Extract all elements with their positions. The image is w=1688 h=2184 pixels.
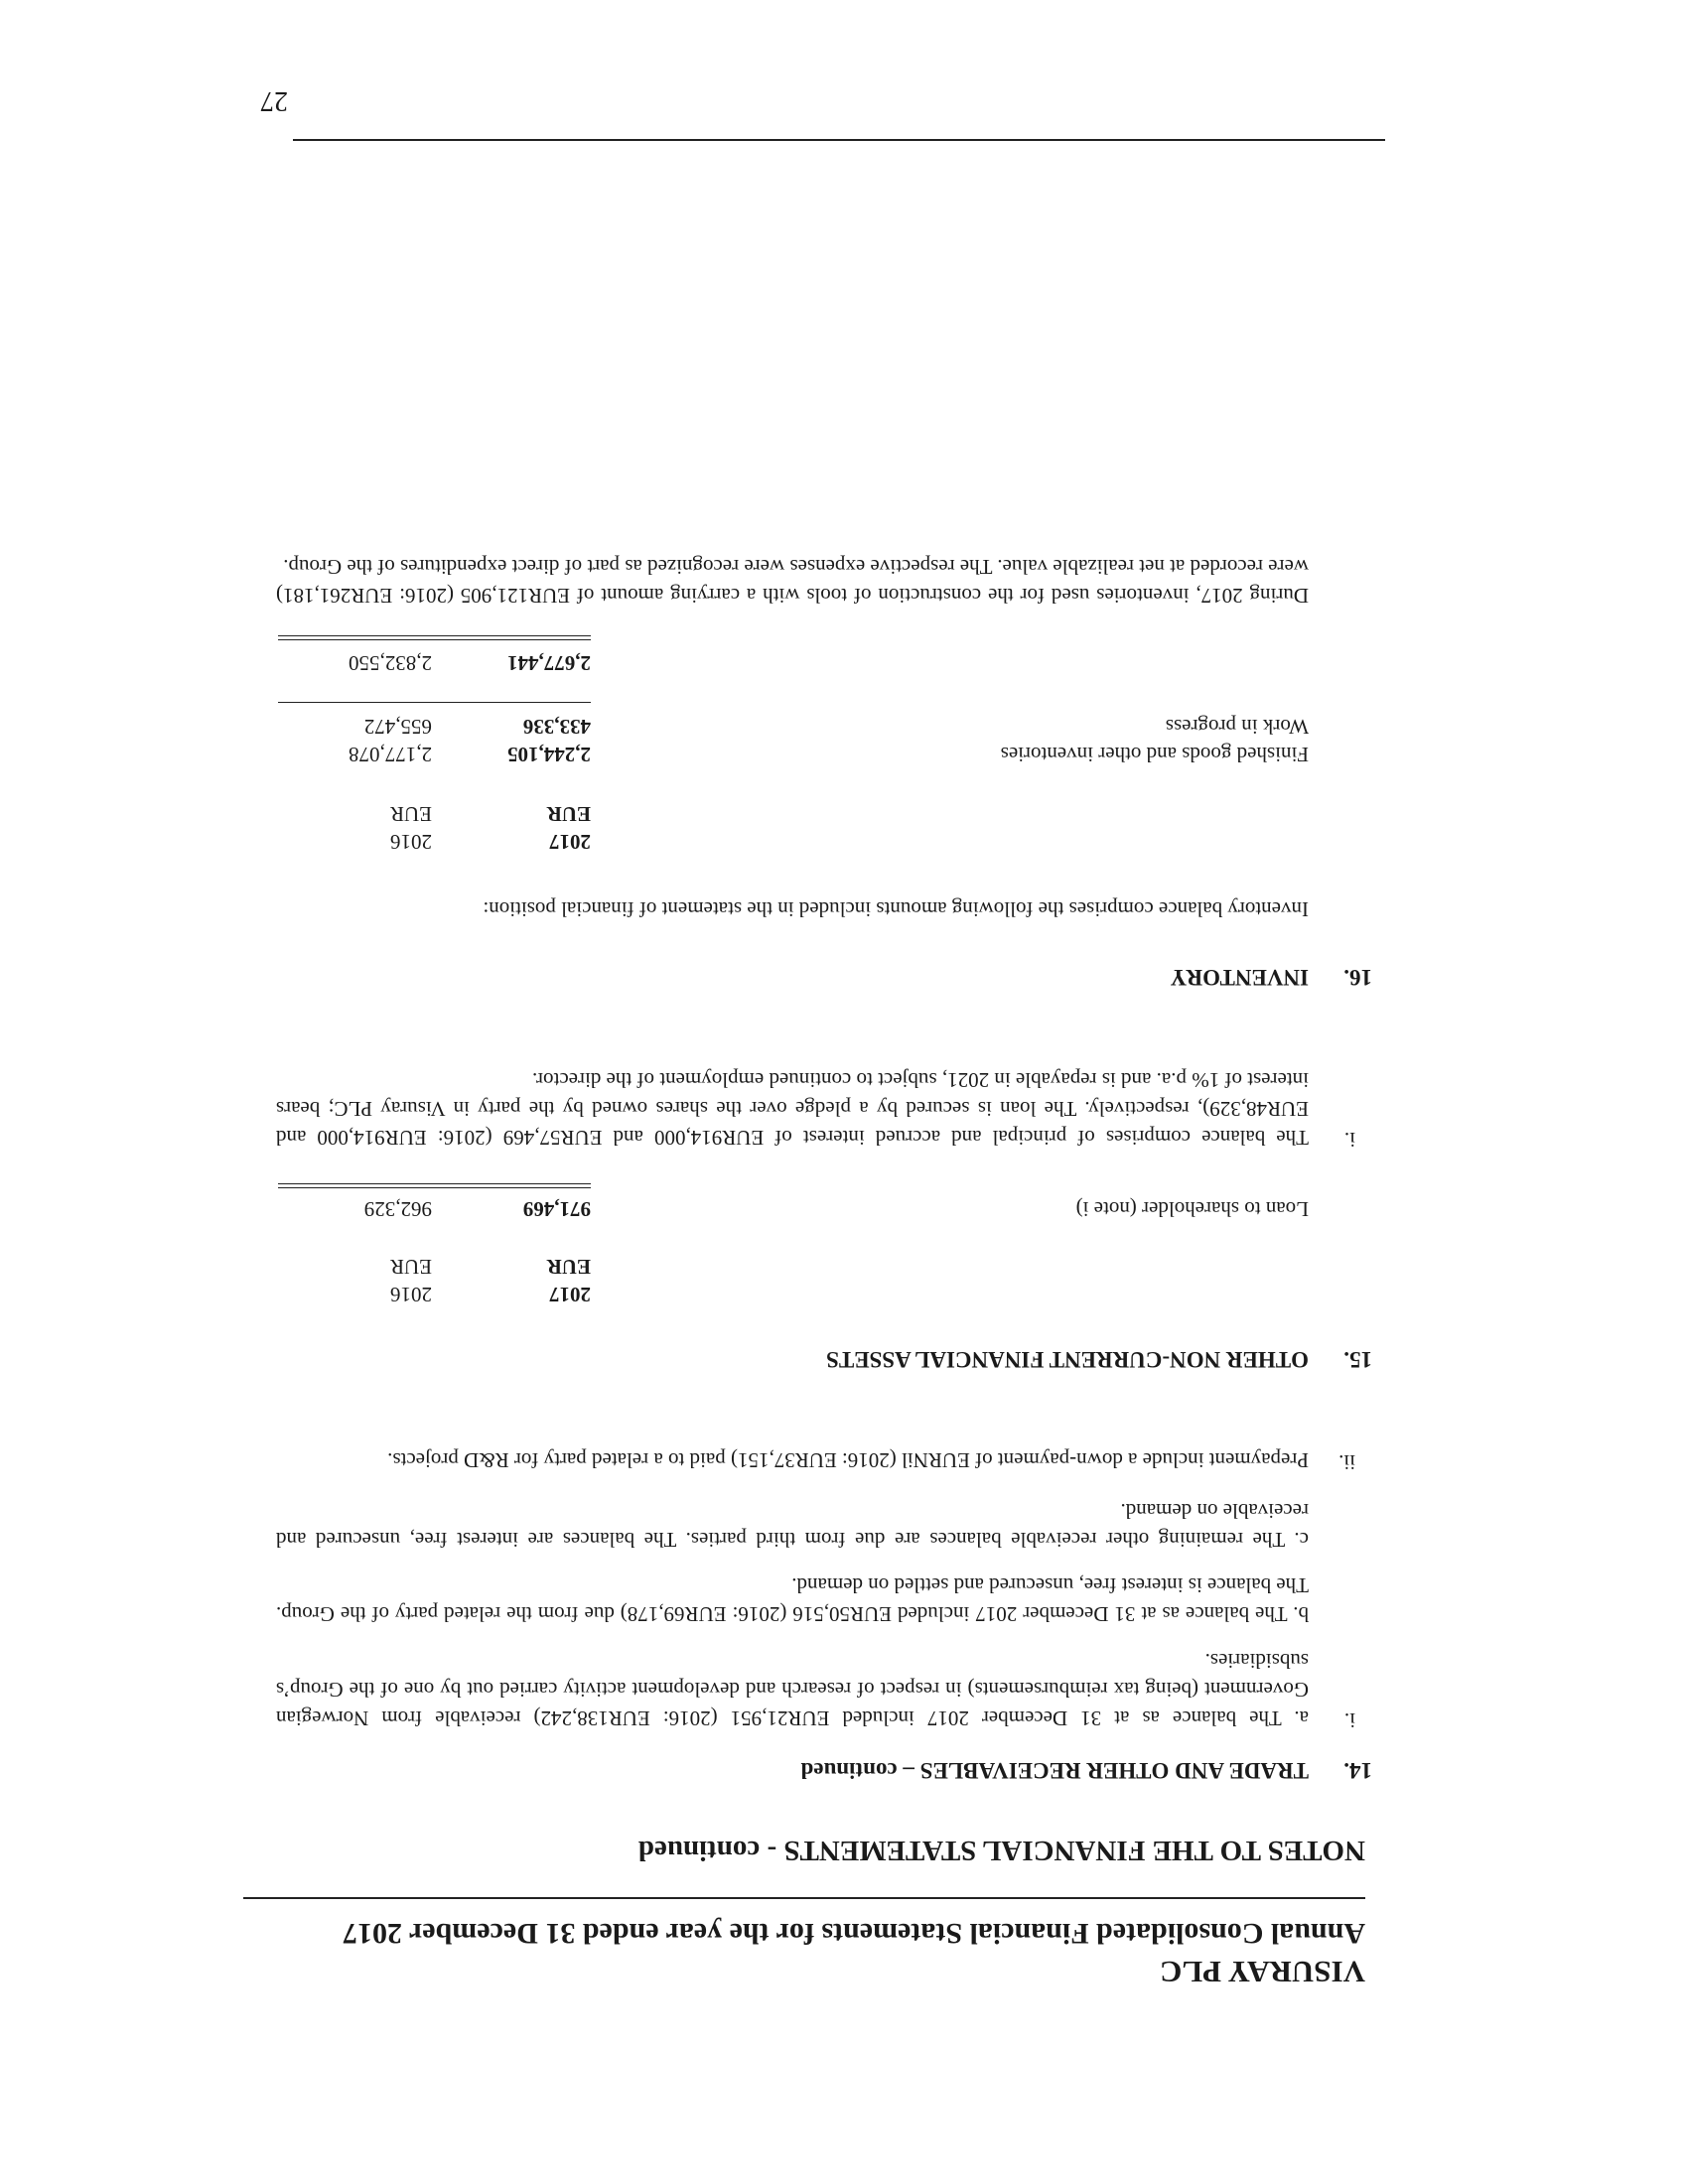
- note-14-item-ii: Prepayment include a down-payment of EURNil (2016: EUR37,151) paid to a related party for R&D projects.: [387, 1448, 1309, 1472]
- report-subtitle: Annual Consolidated Financial Statements for the year ended 31 December 2017: [343, 1917, 1365, 1950]
- note-15-row-label: Loan to shareholder (note i): [1075, 1197, 1309, 1221]
- note-16-closing: During 2017, inventories used for the construction of tools with a carrying amount of EUR121,905 (2016: EUR261,181) were recorded at net realizable value. The respective expenses were recognized as part of direct expenditures of the Group.: [276, 555, 1309, 608]
- note-14-number: 14.: [1343, 1758, 1372, 1783]
- note-16-row-2016: 655,472: [363, 715, 432, 739]
- note-16-number: 16.: [1343, 965, 1372, 990]
- note-16-col-2016: 2016: [390, 830, 432, 854]
- note-16-row-2017: 2,244,105: [507, 743, 591, 766]
- note-14-item-a: a. The balance as at 31 December 2017 included EUR21,951 (2016: EUR138,242) receivable from Norwegian Government (being tax reimbursements) in respect of research and development activity carried out by one of the Group’s subsidiaries.: [276, 1649, 1309, 1730]
- note-15-cur-2017: EUR: [546, 1255, 591, 1279]
- note-16-row-2016: 2,177,078: [349, 743, 432, 766]
- note-15-total-rule: [278, 1183, 591, 1188]
- note-15-col-2017: 2017: [549, 1283, 591, 1306]
- note-14-item-c: c. The remaining other receivable balances are due from third parties. The balances are interest free, unsecured and receivable on demand.: [276, 1499, 1309, 1552]
- note-16-total-2017: 2,677,441: [507, 651, 591, 675]
- note-16-total-2016: 2,832,550: [349, 651, 432, 675]
- header-rule: [243, 1897, 1365, 1899]
- note-16-col-2017: 2017: [549, 830, 591, 854]
- note-15-col-2016: 2016: [390, 1283, 432, 1306]
- note-16-subtotal-rule: [278, 702, 591, 703]
- note-16-row-label: Finished goods and other inventories: [1000, 743, 1309, 766]
- company-name: VISURAY PLC: [1160, 1955, 1365, 1989]
- note-16-heading: INVENTORY: [1170, 965, 1309, 990]
- note-15-item-i: The balance comprises of principal and accrued interest of EUR914,000 and EUR57,469 (2016: EUR914,000 and EUR48,329), respectively. The loan is secured by a pledge over the shares owned by the party in Visuray PLC; bears interest of 1% p.a. and is repayable in 2021, subject to continued employment of the director.: [276, 1068, 1309, 1150]
- note-15-heading: OTHER NON-CURRENT FINANCIAL ASSETS: [826, 1347, 1309, 1372]
- note-16-total-rule: [278, 635, 591, 640]
- note-14-heading: TRADE AND OTHER RECEIVABLES – continued: [800, 1758, 1309, 1783]
- notes-title: NOTES TO THE FINANCIAL STATEMENTS - continued: [637, 1835, 1365, 1866]
- page-number: 27: [260, 85, 288, 116]
- note-15-cur-2016: EUR: [390, 1255, 432, 1279]
- footer-rule: [293, 139, 1385, 141]
- note-16-cur-2017: EUR: [546, 802, 591, 826]
- note-15-row-2016: 962,329: [363, 1197, 432, 1221]
- note-16-row-label: Work in progress: [1165, 715, 1309, 739]
- note-14-i-label: i.: [1343, 1708, 1355, 1732]
- note-15-i-label: i.: [1343, 1128, 1355, 1152]
- note-14-item-b: b. The balance as at 31 December 2017 included EUR50,516 (2016: EUR69,178) due from the related party of the Group. The balance is interest free, unsecured and settled on demand.: [276, 1573, 1309, 1626]
- note-16-cur-2016: EUR: [390, 802, 432, 826]
- note-15-row-2017: 971,469: [522, 1197, 591, 1221]
- note-16-row-2017: 433,336: [522, 715, 591, 739]
- note-16-intro: Inventory balance comprises the following amounts included in the statement of financial position:: [483, 897, 1309, 921]
- note-14-ii-label: ii.: [1338, 1450, 1355, 1474]
- note-15-number: 15.: [1343, 1347, 1372, 1372]
